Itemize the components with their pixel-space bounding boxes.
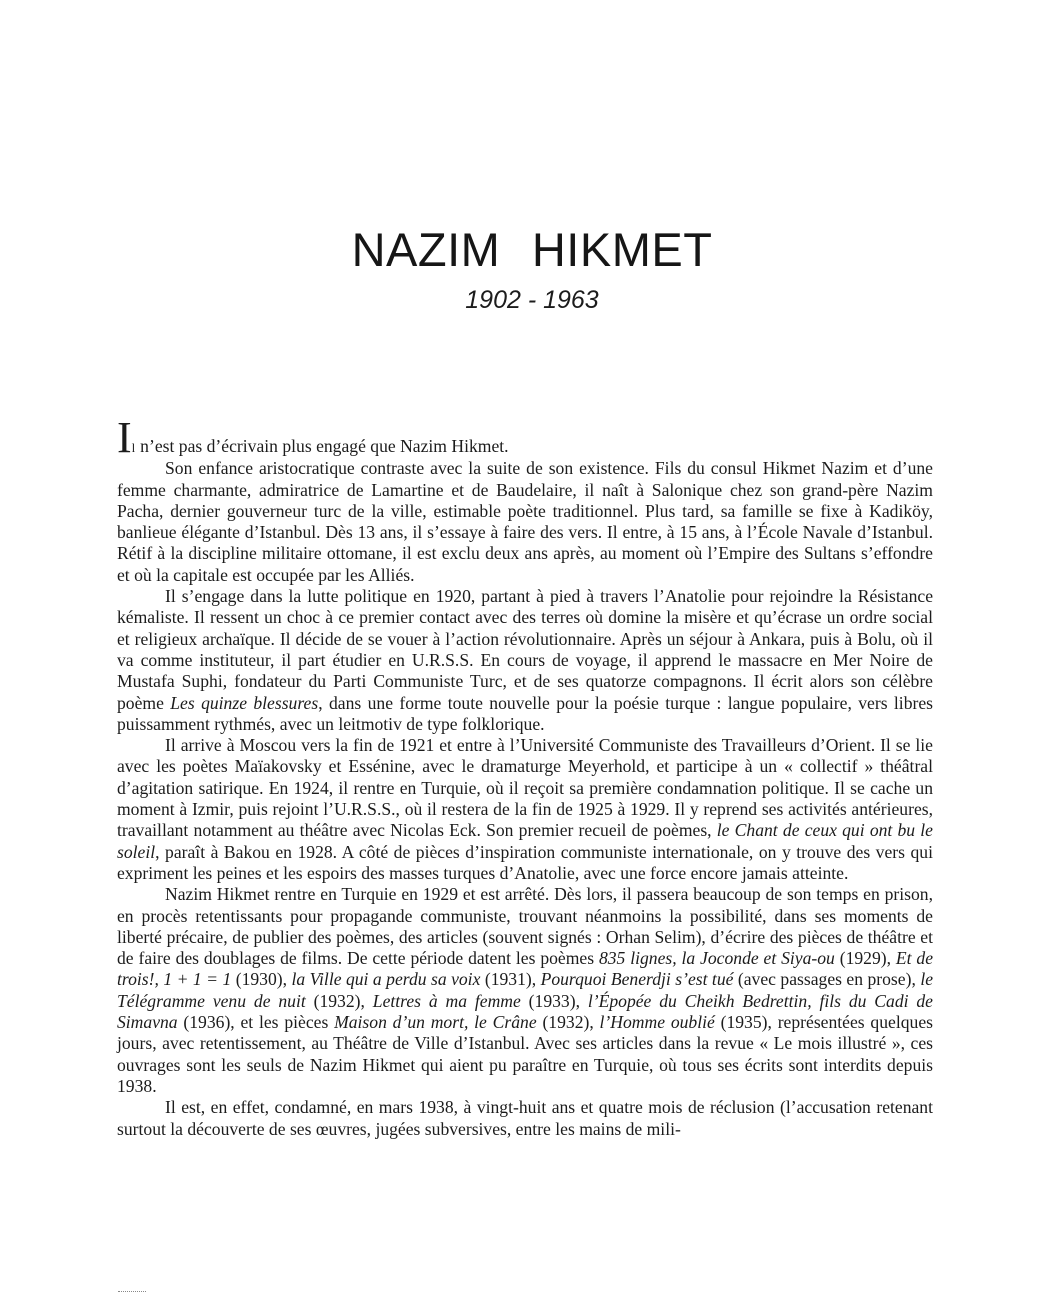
work-title: Les quinze blessures xyxy=(170,692,319,713)
work-title: l’Épopée du Cheikh Bedrettin, fils du Cadi de Simavna xyxy=(117,990,933,1033)
text-run: , dans une forme toute nouvelle pour la poésie turque : langue populaire, vers libres puissamment rythmés, avec un leitmotiv de type folklorique. xyxy=(117,692,934,734)
text-run: (1931), xyxy=(480,969,541,990)
text-run: (1936), et les pièces xyxy=(177,1012,335,1033)
text-run: (1935), représentées quelques jours, avec retentissement, au Théâtre de Ville d’Istanbul. Avec ses articles dans la revue « Le mois illustré », ces ouvrages sont les seuls de Nazim Hikmet qui aient pu paraître en Turquie, où tous ses écrits sont interdits depuis 1938. xyxy=(117,1012,933,1096)
paragraph-6: Il est, en effet, condamné, en mars 1938, à vingt-huit ans et quatre mois de réclusion (l’accusation retenant surtout la découverte de ses œuvres, jugées subversives, entre les mains de mili- xyxy=(117,1097,933,1139)
work-title: la Ville qui a perdu sa voix xyxy=(291,969,481,990)
paragraph-5 xyxy=(117,884,933,1097)
paragraph-3 xyxy=(117,586,933,735)
paragraph-1-text: n’est pas d’écrivain plus engagé que Nazim Hikmet. xyxy=(135,436,509,456)
small-caps: l xyxy=(131,440,136,455)
drop-cap: I xyxy=(117,413,132,462)
text-run: Il arrive à Moscou vers la fin de 1921 et entre à l’Université Communiste des Travailleurs d’Orient. Il se lie avec les poètes Maïakovsky et Essénine, avec le dramaturge Meyerhold, et participe à un « collectif » théâtral d’agitation satirique. En 1924, il rentre en Turquie, où il reçoit sa première condamnation politique. Il se cache un moment à Izmir, puis rejoint l’U.R.S.S., où il restera de la fin de 1925 à 1929. Il y reprend ses activités antérieures, travaillant notamment au théâtre avec Nicolas Eck. Son premier recueil de poèmes, xyxy=(117,735,933,841)
work-title: le Télégramme venu de nuit xyxy=(117,969,934,1011)
text-run: Nazim Hikmet rentre en Turquie en 1929 et est arrêté. Dès lors, il passera beaucoup de son temps en prison, en procès retentissants pour propagande communiste, trouvant néanmoins la possibilité, dans ses moments de liberté précaire, de publier des poèmes, des articles (souvent signés : Orhan Selim), d’écrire des pièces de théâtre et de faire des doublages de films. De cette période datent les poèmes xyxy=(117,884,933,969)
work-title: Pourquoi Benerdji s’est tué xyxy=(540,969,734,990)
text-run: (1930), xyxy=(231,969,292,990)
text-run: (1933), xyxy=(520,990,588,1011)
article-body xyxy=(117,413,934,1140)
text-run: , paraît à Bakou en 1928. A côté de pièces d’inspiration communiste internationale, on y trouve des vers qui expriment les peines et les espoirs des masses turques d’Anatolie, avec une force encore jamais atteinte. xyxy=(117,841,933,883)
footer-mark xyxy=(118,1291,146,1292)
text-run: (avec passages en prose), xyxy=(733,969,921,990)
work-title: 835 lignes, la Joconde et Siya-ou xyxy=(598,948,835,969)
work-title: l’Homme oublié xyxy=(599,1012,715,1033)
paragraph-2: Son enfance aristocratique contraste avec la suite de son existence. Fils du consul Hikmet Nazim et d’une femme charmante, admiratrice de Lamartine et de Baudelaire, il naît à Salonique chez son grand-père Nazim Pacha, dernier gouverneur turc de la ville, estimable poète traditionnel. Plus tard, sa famille se fixe à Kadiköy, banlieue élégante d’Istanbul. Dès 13 ans, il s’essaye à faire des vers. Il entre, à 15 ans, à l’École Navale d’Istanbul. Rétif à la discipline militaire ottomane, il est exclu deux ans après, au moment où l’Empire des Sultans s’effondre et où la capitale est occupée par les Alliés. xyxy=(117,458,933,585)
paragraph-4 xyxy=(117,735,933,884)
work-title: Lettres à ma femme xyxy=(372,990,521,1011)
work-title: Maison d’un mort, le Crâne xyxy=(334,1012,537,1033)
work-title: le Chant de ceux qui ont bu le soleil xyxy=(117,820,933,862)
text-run: Il s’engage dans la lutte politique en 1920, partant à pied à travers l’Anatolie pour rejoindre la Résistance kémaliste. Il ressent un choc à ce premier contact avec des terres où domine la misère et qu’écrase un ordre social et religieux archaïque. Il décide de se vouer à l’action révolutionnaire. Après un séjour à Ankara, puis à Bolu, où il va comme instituteur, il part étudier en U.R.S.S. En cours de voyage, il apprend le massacre en Mer Noire de Mustafa Suphi, fondateur du Parti Communiste Turc, et de ses quatorze compagnons. Il écrit alors son célèbre poème xyxy=(117,586,933,713)
text-run: (1929), xyxy=(834,948,896,969)
page-title: NAZIM HIKMET xyxy=(351,223,713,276)
life-dates: 1902 - 1963 xyxy=(465,286,599,314)
paragraph-1 xyxy=(117,413,933,462)
text-run: (1932), xyxy=(305,990,373,1011)
work-title: Et de trois!, 1 + 1 = 1 xyxy=(117,948,933,990)
text-run: (1932), xyxy=(536,1012,600,1033)
